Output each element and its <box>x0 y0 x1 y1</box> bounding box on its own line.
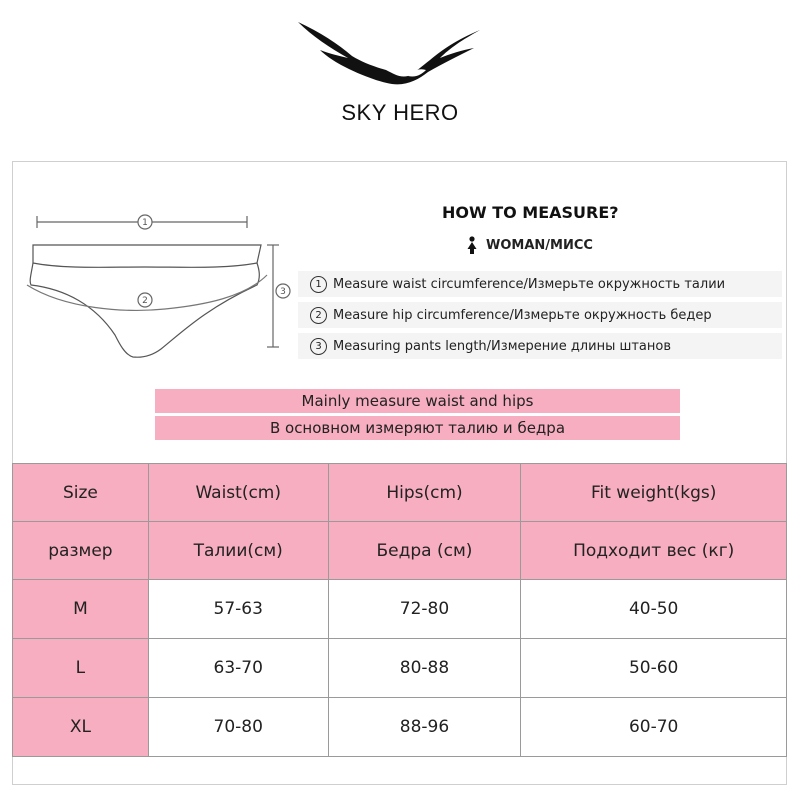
header-cell: размер <box>13 522 149 580</box>
table-cell: 72-80 <box>328 580 521 639</box>
step-3 <box>298 333 782 359</box>
size-cell: XL <box>13 698 149 757</box>
howto-title: HOW TO MEASURE? <box>442 203 619 222</box>
size-table <box>12 463 787 785</box>
step-number: 1 <box>310 276 327 293</box>
step-1 <box>298 271 782 297</box>
table-row <box>13 639 787 698</box>
header-cell: Waist(cm) <box>148 464 328 522</box>
gender-label: WOMAN/МИСС <box>486 237 593 253</box>
brand-name: SKY HERO <box>341 100 459 125</box>
diagram-marker-3: 3 <box>280 287 286 297</box>
banner-en: Mainly measure waist and hips <box>155 389 680 413</box>
step-number: 2 <box>310 307 327 324</box>
size-cell: M <box>13 580 149 639</box>
table-cell: 40-50 <box>521 580 787 639</box>
step-text: Measure hip circumference/Измерьте окружность бедер <box>333 307 712 323</box>
table-row <box>13 580 787 639</box>
table-cell: 57-63 <box>148 580 328 639</box>
header-cell: Подходит вес (кг) <box>521 522 787 580</box>
table-cell: 60-70 <box>521 698 787 757</box>
step-text: Measuring pants length/Измерение длины штанов <box>333 338 672 354</box>
table-row <box>13 698 787 757</box>
table-cell: 80-88 <box>328 639 521 698</box>
step-2 <box>298 302 782 328</box>
header-cell: Hips(cm) <box>328 464 521 522</box>
header-cell: Size <box>13 464 149 522</box>
table-cell: 70-80 <box>148 698 328 757</box>
table-cell: 88-96 <box>328 698 521 757</box>
woman-icon <box>466 236 478 254</box>
step-number: 3 <box>310 338 327 355</box>
table-header-ru <box>13 522 787 580</box>
size-cell: L <box>13 639 149 698</box>
table-cell: 50-60 <box>521 639 787 698</box>
eagle-icon <box>290 10 490 90</box>
step-text: Measure waist circumference/Измерьте окружность талии <box>333 276 726 292</box>
measurement-diagram <box>25 205 305 365</box>
banner-ru: В основном измеряют талию и бедра <box>155 416 680 440</box>
gender-row <box>466 236 593 254</box>
header-cell: Fit weight(kgs) <box>521 464 787 522</box>
header-cell: Бедра (см) <box>328 522 521 580</box>
header-cell: Талии(см) <box>148 522 328 580</box>
diagram-marker-1: 1 <box>142 218 148 228</box>
diagram-marker-2: 2 <box>142 296 148 306</box>
table-header-en <box>13 464 787 522</box>
table-cell: 63-70 <box>148 639 328 698</box>
